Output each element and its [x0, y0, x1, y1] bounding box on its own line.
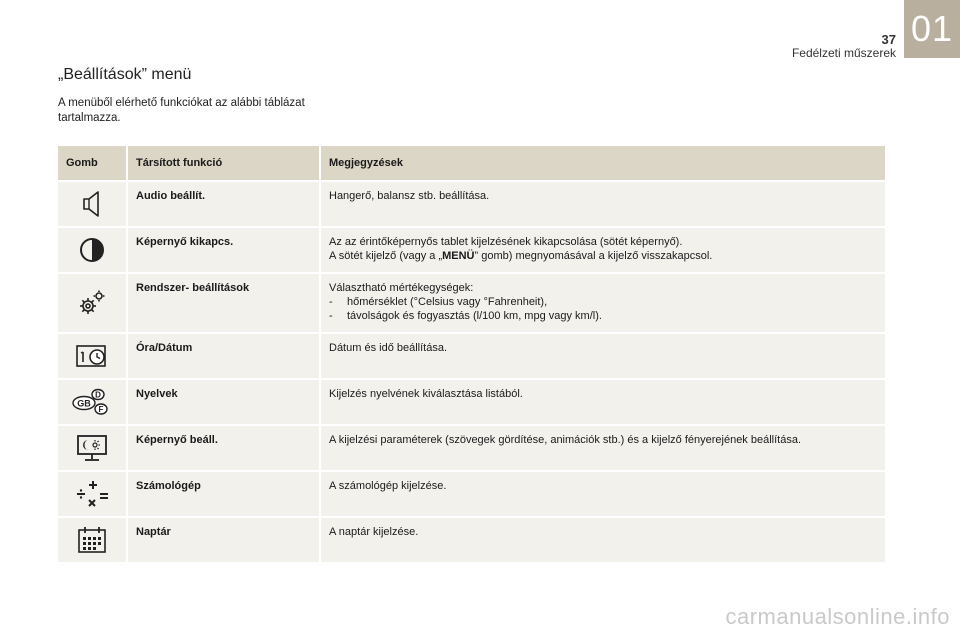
table-row — [58, 426, 885, 470]
table-header-row — [58, 146, 885, 180]
screen-settings-icon — [76, 433, 108, 463]
note-text — [321, 334, 885, 378]
note-line: Az az érintőképernyős tablet kijelzésének kikapcsolása (sötét képernyő). — [329, 236, 683, 248]
note-line: Választható mértékegységek: — [329, 282, 474, 294]
speaker-icon — [80, 189, 104, 219]
table-row — [58, 182, 885, 226]
note-text — [321, 182, 885, 226]
note-line: A számológép kijelzése. — [329, 480, 447, 492]
note-line: ” gomb) megnyomásával a kijelző visszakapcsol. — [474, 250, 713, 262]
calendar-icon — [76, 525, 108, 555]
note-text — [321, 380, 885, 424]
note-text — [321, 472, 885, 516]
header-notes: Megjegyzések — [321, 146, 885, 180]
bullet-item — [329, 309, 877, 323]
table-row — [58, 334, 885, 378]
bullet-item — [329, 295, 877, 309]
watermark: carmanualsonline.info — [725, 604, 950, 629]
note-text — [321, 274, 885, 332]
chapter-tab: 01 — [904, 0, 960, 58]
functions-table — [58, 144, 885, 564]
note-line: Dátum és idő beállítása. — [329, 342, 448, 354]
note-line: Hangerő, balansz stb. beállítása. — [329, 190, 490, 202]
table-row — [58, 380, 885, 424]
lang-badge-d: D — [95, 390, 101, 400]
chapter-title: Fedélzeti műszerek — [791, 46, 896, 60]
note-line: A kijelzési paraméterek (szövegek gördítése, animációk stb.) és a kijelző fényerejének beállítása. — [329, 434, 802, 446]
note-line: Kijelzés nyelvének kiválasztása listából. — [329, 388, 523, 400]
lang-badge-gb: GB — [77, 398, 91, 409]
note-line: távolságok és fogyasztás (l/100 km, mpg vagy km/l). — [347, 310, 602, 322]
note-line: A naptár kijelzése. — [329, 526, 419, 538]
system-settings-gears-icon — [77, 288, 107, 318]
function-label: Képernyő beáll. — [128, 426, 321, 470]
note-line: hőmérséklet (°Celsius vagy °Fahrenheit), — [347, 296, 548, 308]
table-row — [58, 518, 885, 562]
lang-badge-f: F — [98, 405, 104, 414]
function-label: Audio beállít. — [128, 182, 321, 226]
header-gomb: Gomb — [58, 146, 128, 180]
note-line: A sötét kijelző (vagy a „ — [329, 250, 443, 262]
section-title: „Beállítások” menü — [58, 66, 192, 83]
function-label: Rendszer- beállítások — [128, 274, 321, 332]
calculator-icon — [72, 479, 112, 509]
function-label: Nyelvek — [128, 380, 321, 424]
table-row — [58, 228, 885, 272]
bullet-marker: - — [329, 296, 333, 308]
table-row — [58, 274, 885, 332]
menu-keyword: MENÜ — [442, 250, 475, 262]
languages-icon — [71, 387, 113, 417]
header-function: Társított funkció — [128, 146, 321, 180]
page-number: 37 — [881, 32, 896, 47]
function-label: Naptár — [128, 518, 321, 562]
bullet-marker: - — [329, 310, 333, 322]
function-label: Számológép — [128, 472, 321, 516]
clock-calendar-icon — [75, 343, 109, 369]
table-row — [58, 472, 885, 516]
note-text — [321, 518, 885, 562]
function-label: Óra/Dátum — [128, 334, 321, 378]
function-label: Képernyő kikapcs. — [128, 228, 321, 272]
note-text — [321, 228, 885, 272]
screen-off-icon — [78, 236, 106, 264]
intro-text: A menüből elérhető funkciókat az alábbi táblázat tartalmazza. — [58, 97, 305, 124]
note-text — [321, 426, 885, 470]
